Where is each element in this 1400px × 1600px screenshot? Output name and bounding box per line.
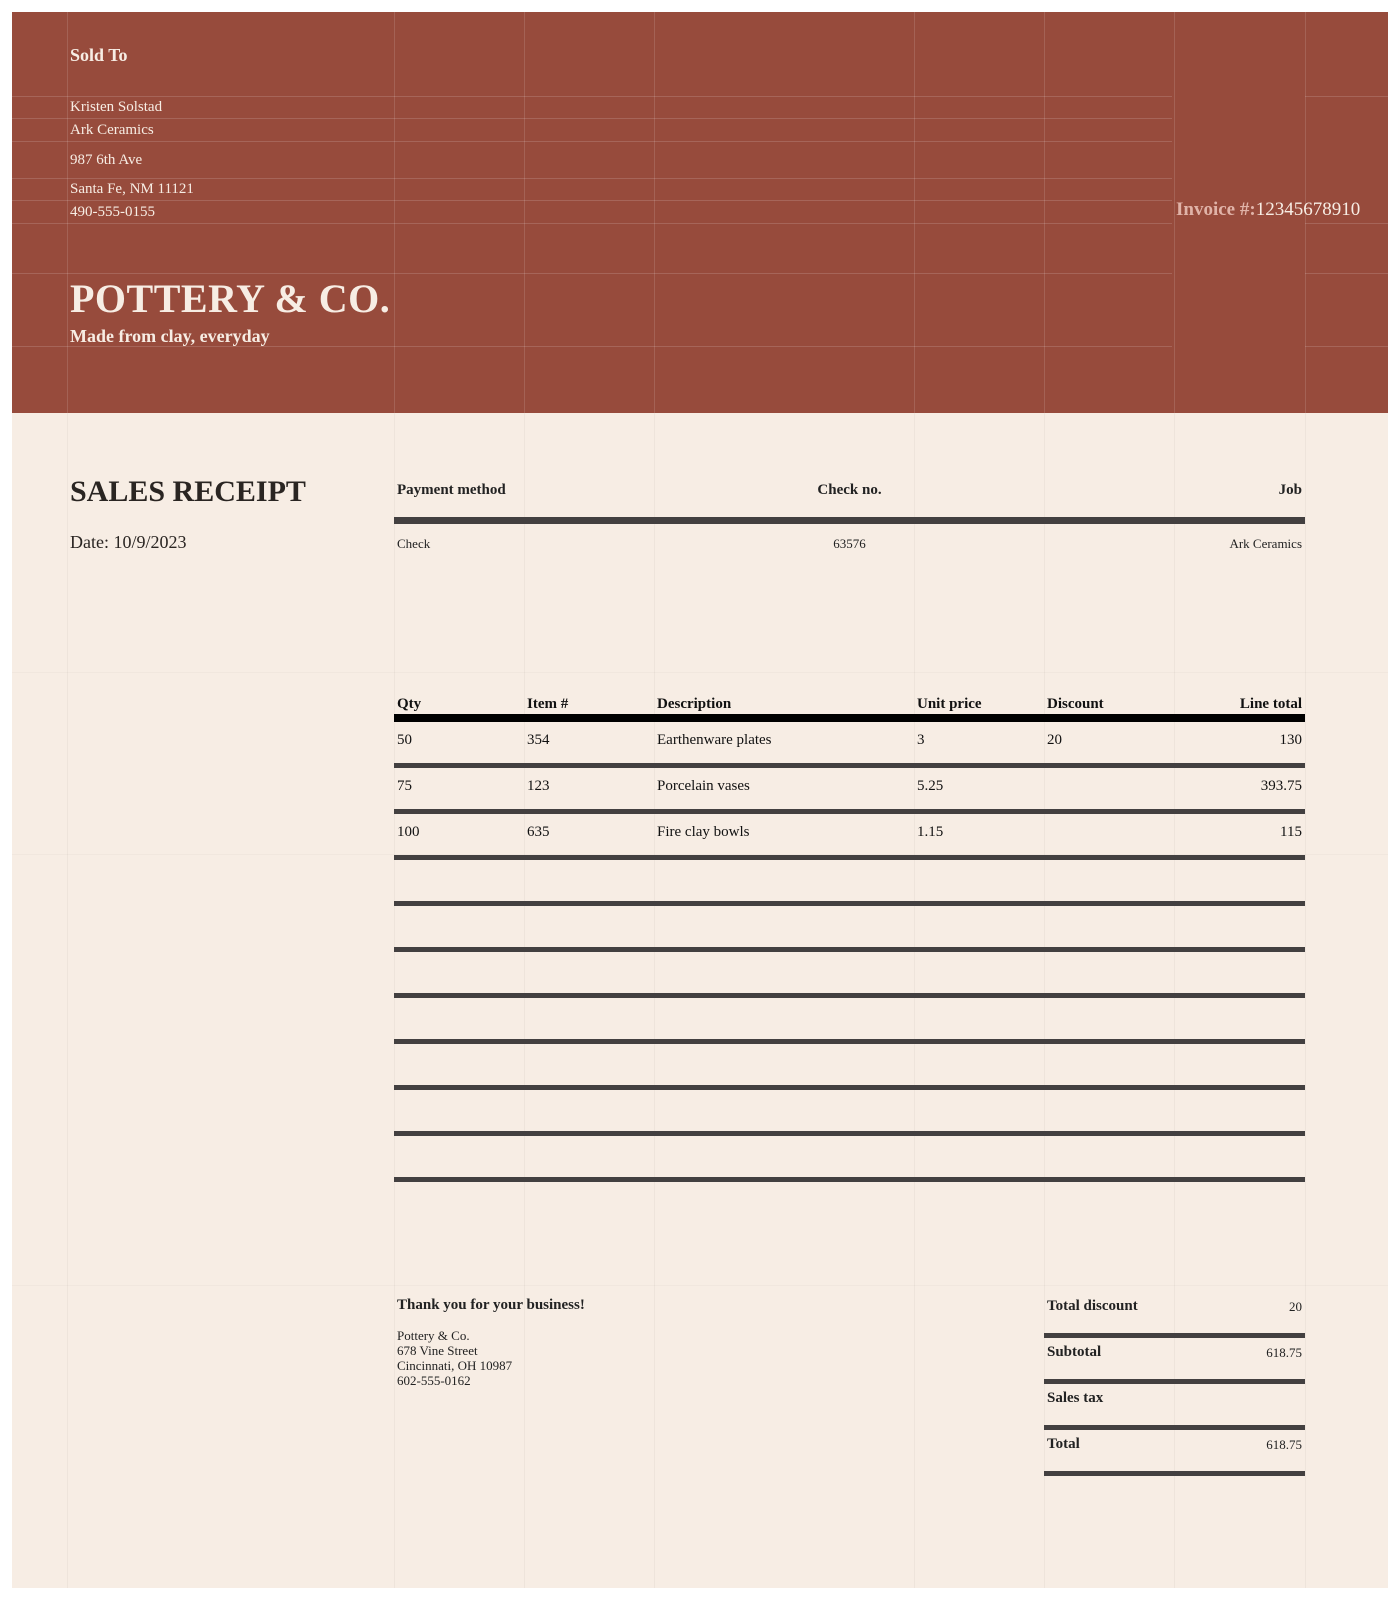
grand-total-label: Total: [1047, 1436, 1080, 1452]
invoice-label: Invoice #:: [1176, 199, 1256, 220]
thank-you-message: Thank you for your business!: [397, 1297, 585, 1313]
item-number-header: Item #: [527, 696, 569, 712]
items-header-row: [394, 684, 1305, 714]
receipt-sheet: [12, 12, 1388, 1588]
subtotal-row: [1044, 1338, 1305, 1384]
table-row: [394, 768, 1305, 814]
total-discount-row: [1044, 1292, 1305, 1338]
grand-total-value: 618.75: [1266, 1437, 1302, 1452]
table-row: [394, 1136, 1305, 1182]
table-row: [394, 814, 1305, 860]
discount-cell: 20: [1047, 732, 1062, 748]
description-cell: Earthenware plates: [657, 732, 772, 748]
table-row: [394, 722, 1305, 768]
company-address: [397, 1328, 512, 1388]
company-city: Cincinnati, OH 10987: [397, 1358, 513, 1373]
sales-tax-row: [1044, 1384, 1305, 1430]
subtotal-label: Subtotal: [1047, 1344, 1102, 1360]
item-number-cell: 354: [527, 732, 550, 748]
payment-header-rule: [394, 517, 1305, 524]
qty-header: Qty: [397, 696, 422, 712]
customer-company: Ark Ceramics: [70, 122, 154, 138]
qty-cell: 100: [397, 824, 420, 840]
qty-cell: 75: [397, 778, 412, 794]
job-value: Ark Ceramics: [1229, 536, 1302, 551]
receipt-date: Date: 10/9/2023: [70, 532, 187, 552]
items-header-rule: [394, 714, 1305, 722]
header-banner: [12, 12, 1388, 413]
table-row: [394, 952, 1305, 998]
company-phone: 602-555-0162: [397, 1373, 471, 1388]
total-discount-label: Total discount: [1047, 1298, 1138, 1314]
qty-cell: 50: [397, 732, 412, 748]
customer-city: Santa Fe, NM 11121: [70, 181, 194, 197]
unit-price-cell: 3: [917, 732, 925, 748]
payment-method-value: Check: [397, 536, 431, 551]
item-number-cell: 123: [527, 778, 550, 794]
discount-header: Discount: [1047, 696, 1104, 712]
customer-phone: 490-555-0155: [70, 204, 155, 220]
unit-price-cell: 5.25: [917, 778, 944, 794]
grand-total-row: [1044, 1430, 1305, 1476]
item-number-cell: 635: [527, 824, 550, 840]
brand-name: POTTERY & CO.: [70, 276, 391, 321]
payment-value-row: [394, 536, 1305, 560]
customer-street: 987 6th Ave: [70, 152, 143, 168]
table-row: [394, 860, 1305, 906]
sales-tax-label: Sales tax: [1047, 1390, 1104, 1406]
line-total-cell: 130: [1279, 732, 1302, 748]
payment-header-row: [394, 482, 1305, 512]
table-row: [394, 998, 1305, 1044]
unit-price-header: Unit price: [917, 696, 982, 712]
description-cell: Porcelain vases: [657, 778, 750, 794]
total-discount-value: 20: [1289, 1299, 1302, 1314]
description-cell: Fire clay bowls: [657, 824, 750, 840]
brand-tagline: Made from clay, everyday: [70, 326, 270, 346]
check-no-value: 63576: [833, 536, 866, 551]
subtotal-value: 618.75: [1266, 1345, 1302, 1360]
customer-name: Kristen Solstad: [70, 99, 163, 115]
check-no-header: Check no.: [817, 482, 882, 498]
invoice-value: 12345678910: [1255, 199, 1361, 220]
invoice-number: [1176, 199, 1360, 221]
payment-method-header: Payment method: [397, 482, 506, 498]
line-total-cell: 393.75: [1260, 778, 1302, 794]
company-street: 678 Vine Street: [397, 1343, 478, 1358]
line-total-header: Line total: [1239, 696, 1302, 712]
sold-to-label: Sold To: [70, 45, 128, 65]
description-header: Description: [657, 696, 732, 712]
company-name: Pottery & Co.: [397, 1328, 470, 1343]
page-title: SALES RECEIPT: [70, 475, 306, 508]
table-row: [394, 906, 1305, 952]
job-header: Job: [1278, 482, 1302, 498]
table-row: [394, 1044, 1305, 1090]
unit-price-cell: 1.15: [917, 824, 944, 840]
table-row: [394, 1090, 1305, 1136]
line-items-table: [394, 684, 1305, 1182]
line-total-cell: 115: [1280, 824, 1302, 840]
totals-block: [1044, 1292, 1305, 1476]
